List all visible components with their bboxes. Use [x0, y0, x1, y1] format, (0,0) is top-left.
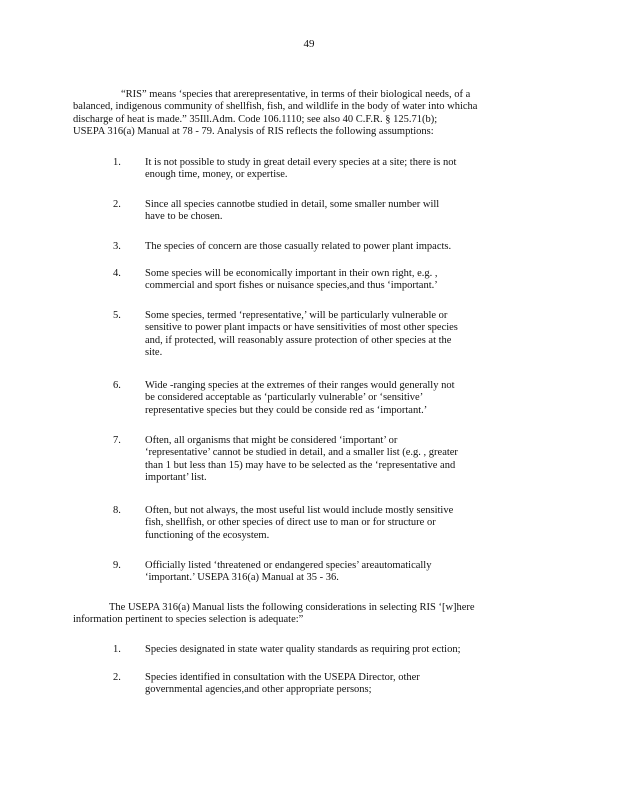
- item-line: governmental agencies,and other appropriate persons;: [145, 684, 372, 696]
- item-line: Some species will be economically important in their own right, e.g. ,: [145, 268, 438, 279]
- item-line: important’ list.: [145, 472, 207, 484]
- item-line: Some species, termed ‘representative,’ will be particularly vulnerable or: [145, 310, 448, 321]
- item-line: Species designated in state water quality standards as requiring prot ection;: [145, 644, 461, 655]
- item-line: fish, shellfish, or other species of direct use to man or for structure or: [145, 517, 436, 529]
- paragraph-line: The USEPA 316(a) Manual lists the following considerations in selecting RIS ‘[w]here: [109, 602, 475, 613]
- intro-line: “RIS” means ‘species that arerepresentative, in terms of their biological needs, of a: [121, 89, 471, 100]
- item-line: Often, but not always, the most useful list would include mostly sensitive: [145, 505, 454, 516]
- item-line: Wide -ranging species at the extremes of their ranges would generally not: [145, 380, 455, 391]
- item-line: have to be chosen.: [145, 211, 223, 223]
- item-line: Since all species cannotbe studied in detail, some smaller number will: [145, 199, 440, 210]
- item-number: 2.: [113, 672, 121, 683]
- item-line: functioning of the ecosystem.: [145, 529, 270, 541]
- item-number: 2.: [113, 199, 121, 210]
- second-paragraph: [73, 602, 533, 627]
- item-line: commercial and sport fishes or nuisance species,and thus ‘important.’: [145, 280, 438, 292]
- item-number: 3.: [113, 241, 121, 252]
- item-line: ‘important.’ USEPA 316(a) Manual at 35 - 36.: [145, 572, 339, 584]
- page-number: 49: [303, 38, 315, 50]
- intro-line: balanced, indigenous community of shellfish, fish, and wildlife in the body of water into whicha: [73, 101, 478, 113]
- item-line: sensitive to power plant impacts or have sensitivities of most other species: [145, 322, 458, 334]
- intro-line: discharge of heat is made.” 35Ill.Adm. Code 106.1110; see also 40 C.F.R. § 125.71(b);: [73, 113, 438, 125]
- item-line: and, if protected, will reasonably assure protection of other species at the: [145, 334, 452, 346]
- item-number: 1.: [113, 157, 121, 168]
- item-line: The species of concern are those casually related to power plant impacts.: [145, 241, 452, 252]
- item-number: 8.: [113, 505, 121, 516]
- item-line: representative species but they could be conside red as ‘important.’: [145, 404, 428, 416]
- item-line: enough time, money, or expertise.: [145, 169, 288, 181]
- item-number: 4.: [113, 268, 121, 279]
- item-line: site.: [145, 347, 163, 359]
- item-number: 6.: [113, 380, 121, 391]
- item-line: be considered acceptable as ‘particularly vulnerable’ or ‘sensitive’: [145, 392, 424, 404]
- item-line: ‘representative’ cannot be studied in detail, and a smaller list (e.g. , greater: [145, 447, 458, 459]
- item-line: than 1 but less than 15) may have to be selected as the ‘representative and: [145, 459, 456, 471]
- item-line: Species identified in consultation with the USEPA Director, other: [145, 672, 420, 683]
- item-line: It is not possible to study in great detail every species at a site; there is not: [145, 157, 457, 168]
- item-number: 9.: [113, 560, 121, 571]
- item-line: Often, all organisms that might be considered ‘important’ or: [145, 435, 398, 446]
- item-number: 5.: [113, 310, 121, 321]
- item-line: Officially listed ‘threatened or endangered species’ areautomatically: [145, 560, 432, 571]
- paragraph-line: information pertinent to species selection is adequate:”: [73, 614, 304, 626]
- item-number: 1.: [113, 644, 121, 655]
- intro-line: USEPA 316(a) Manual at 78 - 79. Analysis of RIS reflects the following assumptions:: [73, 126, 434, 138]
- item-number: 7.: [113, 435, 121, 446]
- intro-paragraph: [73, 89, 533, 139]
